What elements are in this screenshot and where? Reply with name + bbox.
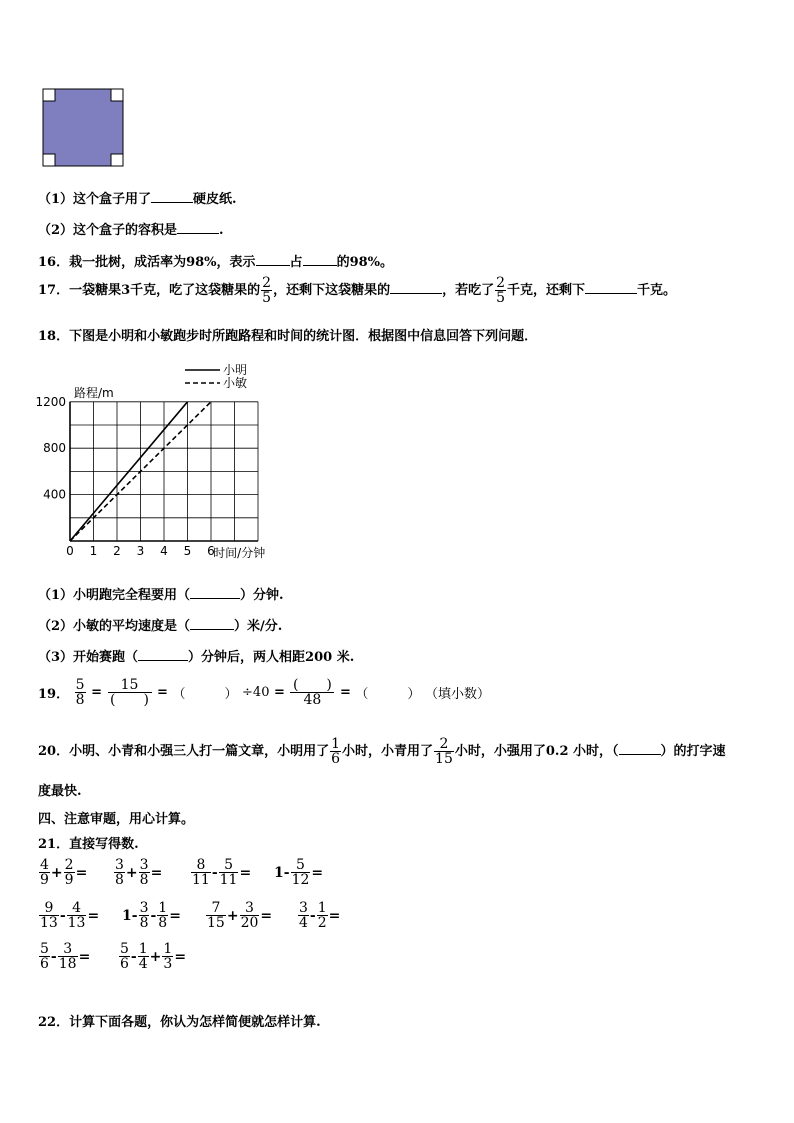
calc-item: 1- $\frac{5}{12}$ = xyxy=(274,857,324,888)
q15-sub1: （1）这个盒子用了 硬皮纸. xyxy=(38,192,237,207)
calc-item: $\frac{4}{9}$ + $\frac{2}{9}$ = xyxy=(40,857,88,888)
answer-blank[interactable] xyxy=(190,598,240,599)
x-tick-label: 2 xyxy=(113,544,121,558)
answer-blank[interactable] xyxy=(151,202,193,203)
fraction[interactable]: $\frac{15}{( )}$ xyxy=(108,678,152,707)
distance-time-chart xyxy=(30,358,330,568)
answer-blank[interactable] xyxy=(177,233,219,234)
fraction: $\frac{5}{8}$ xyxy=(75,677,85,708)
corner-cut-bottom-left xyxy=(43,154,55,166)
answer-blank[interactable] xyxy=(256,265,290,266)
q19: 19． $\frac{5}{8}$ = $\frac{15}{( )}$ = （ ） ÷40 = $\frac{( )}{48}$ = （ ） （填小数） xyxy=(38,677,490,708)
fraction[interactable]: $\frac{( )}{48}$ xyxy=(290,678,334,707)
x-tick-label: 4 xyxy=(160,544,168,558)
corner-cut-bottom-right xyxy=(111,154,123,166)
answer-blank[interactable] xyxy=(138,660,188,661)
q18-sub1: （1）小明跑完全程要用（ ）分钟. xyxy=(38,588,284,603)
x-tick-label: 0 xyxy=(66,544,74,558)
q22: 22．计算下面各题，你认为怎样简便就怎样计算. xyxy=(38,1015,321,1030)
calc-item: $\frac{9}{13}$ - $\frac{4}{13}$ = xyxy=(40,900,100,931)
answer-blank[interactable] xyxy=(303,265,337,266)
calc-item: $\frac{5}{6}$ - $\frac{1}{4}$ + $\frac{1}{3}$ = xyxy=(120,941,187,972)
box-net-figure xyxy=(42,88,126,168)
answer-blank[interactable] xyxy=(585,293,637,294)
fraction: $\frac{2}{5}$ xyxy=(496,275,506,306)
x-tick-label: 1 xyxy=(89,544,98,558)
fraction: $\frac{1}{6}$ xyxy=(331,736,341,767)
q17: 17．一袋糖果3千克，吃了这袋糖果的 $\frac{2}{5}$ ，还剩下这袋糖果的 ，若吃了 $\frac{2}{5}$ 千克，还剩下 千克。 xyxy=(38,275,677,306)
calc-item: $\frac{5}{6}$ - $\frac{3}{18}$ = xyxy=(40,941,91,972)
y-tick-label: 800 xyxy=(43,441,66,456)
legend-label: 小明 xyxy=(223,363,248,377)
calc-item: $\frac{7}{15}$ + $\frac{3}{20}$ = xyxy=(207,900,273,931)
calc-item: $\frac{8}{11}$ - $\frac{5}{11}$ = xyxy=(192,857,252,888)
answer-blank[interactable] xyxy=(190,629,234,630)
q21: 21．直接写得数. xyxy=(38,837,139,852)
y-axis-title: 路程/m xyxy=(74,385,114,400)
calc-item: 1- $\frac{3}{8}$ - $\frac{1}{8}$ = xyxy=(122,900,181,931)
legend-label: 小敏 xyxy=(223,376,248,390)
y-tick-label: 400 xyxy=(43,487,66,502)
q18-sub2: （2）小敏的平均速度是（ ）米/分. xyxy=(38,619,283,634)
answer-blank[interactable] xyxy=(390,293,442,294)
x-axis-title: 时间/分钟 xyxy=(213,546,266,560)
x-tick-label: 5 xyxy=(183,544,192,558)
answer-blank[interactable] xyxy=(619,754,661,755)
fraction: $\frac{2}{5}$ xyxy=(262,275,272,306)
y-tick-label: 1200 xyxy=(35,394,66,409)
calc-item: $\frac{3}{4}$ - $\frac{1}{2}$ = xyxy=(299,900,341,931)
q20: 20．小明、小青和小强三人打一篇文章，小明用了 $\frac{1}{6}$ 小时，小青用了 $\frac{2}{15}$ 小时，小强用了0.2 小时，（ ）的打字速 xyxy=(38,736,726,767)
q20-cont: 度最快. xyxy=(38,784,82,799)
x-tick-label: 6 xyxy=(207,544,215,558)
q18-sub3: （3）开始赛跑（ ）分钟后，两人相距200 米. xyxy=(38,650,355,665)
fraction: $\frac{2}{15}$ xyxy=(435,736,453,767)
q15-sub2: （2）这个盒子的容积是 . xyxy=(38,223,224,238)
calc-item: $\frac{3}{8}$ + $\frac{3}{8}$ = xyxy=(115,857,163,888)
corner-cut-top-left xyxy=(43,89,55,101)
q16: 16．栽一批树，成活率为98%，表示 占 的98%。 xyxy=(38,255,394,270)
corner-cut-top-right xyxy=(111,89,123,101)
section4-title: 四、注意审题，用心计算。 xyxy=(38,812,195,827)
q18-stem: 18．下图是小明和小敏跑步时所跑路程和时间的统计图．根据图中信息回答下列问题． xyxy=(38,329,538,344)
x-tick-label: 3 xyxy=(136,544,145,558)
answer-blank[interactable]: （ ） xyxy=(172,687,238,702)
answer-blank[interactable]: （ ） xyxy=(355,687,421,702)
